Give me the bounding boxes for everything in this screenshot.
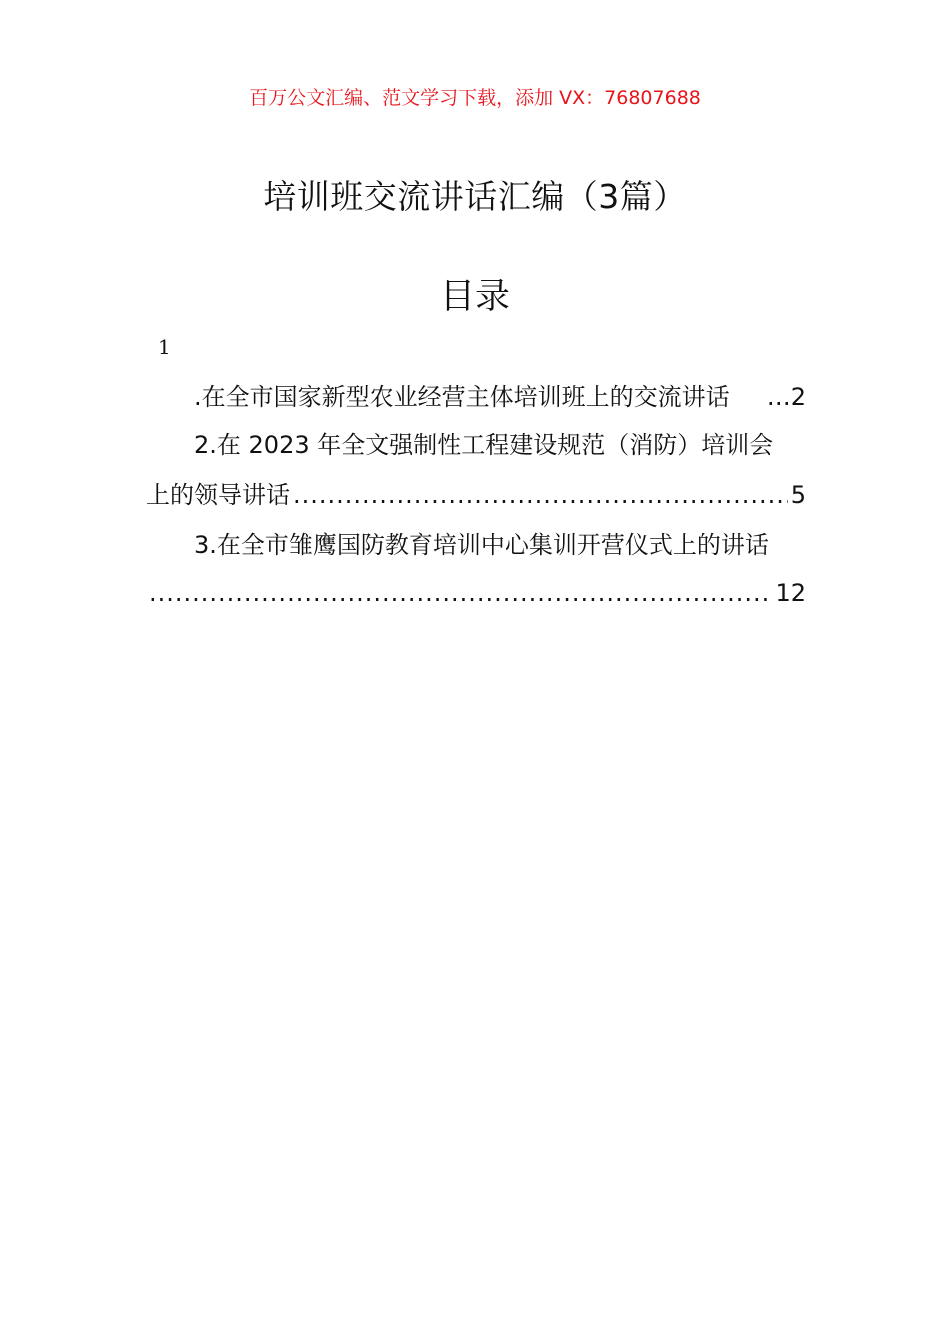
toc-entry-2-title: 2.在 2023 年全文强制性工程建设规范（消防）培训会 [194, 431, 774, 459]
toc-entry-2-title-cont: 上的领导讲话 [146, 481, 290, 509]
document-title: 培训班交流讲话汇编（3篇） [263, 177, 687, 216]
toc-entry-1[interactable] [194, 380, 806, 414]
toc-entry-3-line-2[interactable] [146, 576, 806, 610]
toc-entry-3-page: 12 [775, 579, 806, 607]
toc-entry-2-page: 5 [790, 481, 806, 509]
toc-entry-2-line-2[interactable] [146, 478, 806, 512]
toc-entry-2-line-1[interactable] [194, 428, 806, 462]
toc-entry-3-title: 3.在全市雏鹰国防教育培训中心集训开营仪式上的讲话 [194, 531, 769, 559]
toc-entry-2-leader [293, 478, 788, 512]
stray-number: 1 [158, 335, 171, 359]
toc-entry-1-leader: … [766, 383, 791, 411]
toc-entry-3-leader [149, 576, 772, 610]
toc-heading: 目录 [439, 277, 510, 317]
toc-entry-1-title: .在全市国家新型农业经营主体培训班上的交流讲话 [194, 383, 730, 411]
header-banner: 百万公文汇编、范文学习下载，添加 VX：76807688 [249, 87, 701, 109]
toc-entry-1-page: 2 [790, 383, 806, 411]
toc-entry-3-line-1[interactable] [194, 528, 806, 562]
